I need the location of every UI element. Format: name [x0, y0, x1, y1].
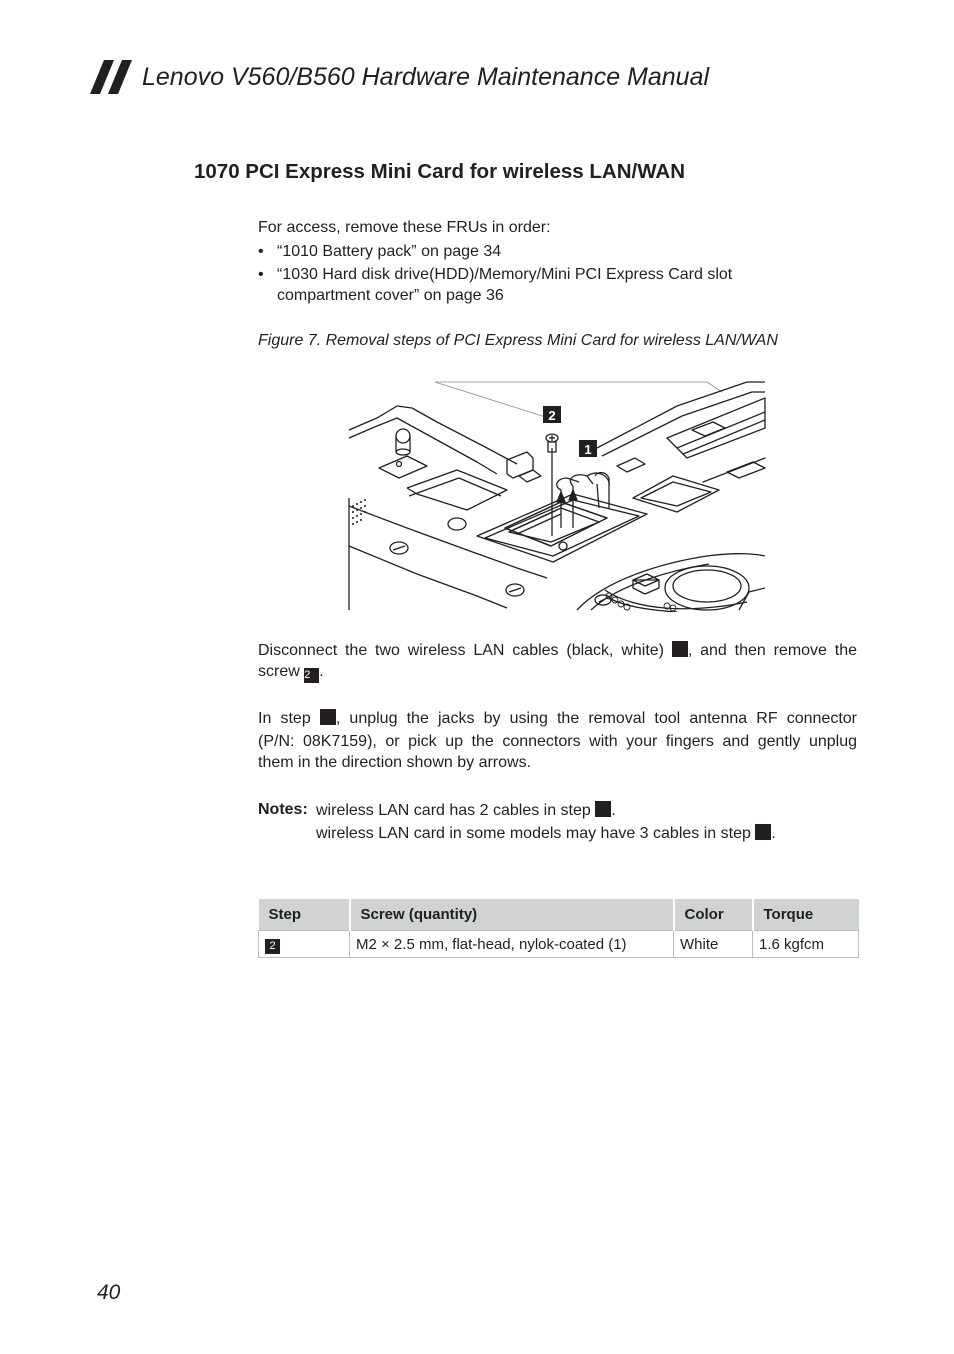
- step-1-marker-icon: [672, 641, 688, 657]
- bullet-symbol: •: [258, 266, 264, 283]
- note-1-text: wireless LAN card has 2 cables in step: [316, 802, 591, 819]
- instruction-paragraph-1: [258, 640, 857, 682]
- note-line-1: [316, 801, 616, 820]
- note-2-text: wireless LAN card in some models may have 3 cables in step: [316, 825, 751, 842]
- para1-text-a: Disconnect the two wireless LAN cables (black, white): [258, 642, 665, 659]
- access-intro: For access, remove these FRUs in order:: [258, 219, 551, 236]
- callout-2-label: 2: [548, 408, 556, 423]
- step-1-marker-icon: [320, 709, 336, 725]
- step-2-marker: 2: [304, 668, 319, 683]
- notes-label: Notes:: [258, 801, 308, 818]
- page-number: 40: [97, 1281, 121, 1304]
- figure-caption: Figure 7. Removal steps of PCI Express Mini Card for wireless LAN/WAN: [258, 332, 778, 349]
- manual-title: Lenovo V560/B560 Hardware Maintenance Manual: [142, 63, 710, 91]
- para1-text-c: screw: [258, 663, 300, 680]
- callout-2: [543, 406, 561, 423]
- cell-screw: M2 × 2.5 mm, flat-head, nylok-coated (1): [350, 931, 674, 958]
- note-line-2: [316, 824, 776, 843]
- wlan-card-removal-illustration: [347, 378, 767, 612]
- fru-link-hdd-cover[interactable]: “1030 Hard disk drive(HDD)/Memory/Mini PCI Express Card slot: [277, 266, 733, 283]
- callout-1: [579, 440, 597, 457]
- section-title: 1070 PCI Express Mini Card for wireless LAN/WAN: [194, 160, 686, 183]
- note-1-end: .: [611, 802, 616, 819]
- column-header-color: Color: [674, 899, 753, 931]
- para2-line-2: (P/N: 08K7159), or pick up the connectors with your fingers and gently unplug: [258, 733, 857, 750]
- para2-line-3: them in the direction shown by arrows.: [258, 754, 532, 771]
- column-header-screw: Screw (quantity): [350, 899, 674, 931]
- cell-step: [259, 931, 350, 958]
- column-header-torque: Torque: [753, 899, 859, 931]
- instruction-paragraph-2: [258, 708, 857, 773]
- para1-text-d: .: [319, 663, 324, 680]
- double-slash-logo-icon: [90, 60, 136, 94]
- step-1-marker-icon: [755, 824, 771, 840]
- table-row: [259, 931, 859, 958]
- para2-text-b: , unplug the jacks by using the removal tool antenna RF connector: [335, 710, 858, 727]
- bullet-symbol: •: [258, 243, 264, 260]
- screw-spec-table: [258, 899, 859, 958]
- cell-torque: 1.6 kgfcm: [753, 931, 859, 958]
- para1-text-b: , and then remove the: [687, 642, 858, 659]
- callout-1-label: 1: [584, 442, 592, 457]
- step-2-marker: 2: [265, 939, 280, 954]
- table-header-row: [259, 899, 859, 931]
- para2-text-a: In step: [258, 710, 311, 727]
- step-1-marker-icon: [595, 801, 611, 817]
- note-2-end: .: [771, 825, 776, 842]
- fru-link-battery[interactable]: “1010 Battery pack” on page 34: [277, 243, 502, 260]
- cell-color: White: [674, 931, 753, 958]
- fru-link-hdd-cover-cont[interactable]: compartment cover” on page 36: [277, 287, 504, 304]
- column-header-step: Step: [259, 899, 350, 931]
